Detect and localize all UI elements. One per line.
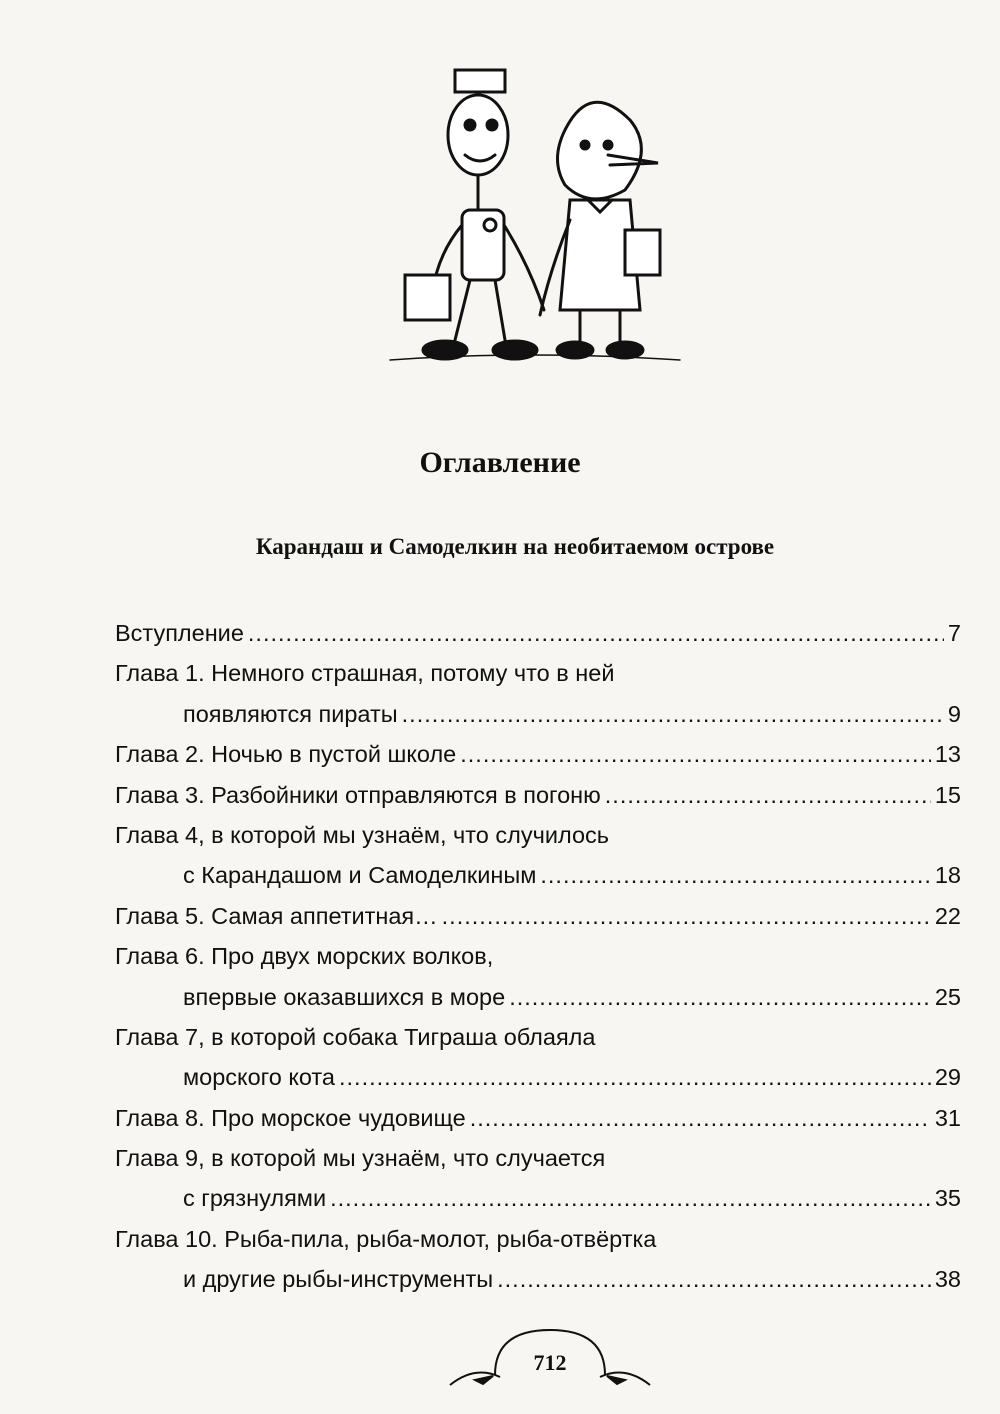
dot-leader bbox=[460, 737, 931, 777]
dot-leader bbox=[442, 899, 931, 939]
page-number-ornament bbox=[440, 1320, 660, 1390]
toc-entry-title: Глава 3. Разбойники отправляются в погоню bbox=[115, 781, 601, 808]
toc-page-number: 22 bbox=[934, 902, 961, 929]
toc-entry-title: морского кота bbox=[183, 1064, 335, 1091]
toc-entry bbox=[115, 1222, 961, 1303]
toc-entry bbox=[115, 1020, 961, 1101]
toc-page-number: 25 bbox=[934, 983, 961, 1010]
toc-page-number: 7 bbox=[947, 620, 961, 646]
toc-page-number: 9 bbox=[947, 700, 961, 727]
illustration-characters bbox=[370, 60, 690, 370]
toc-entry-title: Глава 8. Про морское чудовище bbox=[115, 1104, 466, 1131]
toc-page-number: 13 bbox=[934, 741, 961, 768]
dot-leader bbox=[470, 1101, 931, 1141]
toc-entry-title-line: Глава 9, в которой мы узнаём, что случается bbox=[115, 1145, 606, 1172]
dot-leader bbox=[540, 858, 930, 898]
toc-entry bbox=[115, 818, 961, 899]
toc-entry-line bbox=[115, 616, 961, 656]
toc-entry-title: впервые оказавшихся в море bbox=[183, 983, 506, 1010]
toc-entry-title: Глава 2. Ночью в пустой школе bbox=[115, 741, 457, 768]
toc-entry bbox=[115, 1101, 961, 1141]
toc-entry bbox=[115, 939, 961, 1020]
toc-page-number: 31 bbox=[934, 1104, 961, 1131]
toc-page-number: 29 bbox=[934, 1064, 961, 1091]
toc-page-number: 35 bbox=[934, 1185, 961, 1212]
toc-entry-line bbox=[115, 1101, 961, 1141]
book-title: Карандаш и Самоделкин на необитаемом острове bbox=[255, 534, 775, 559]
toc-entry-title: Вступление bbox=[115, 620, 244, 646]
toc-entry-line bbox=[115, 697, 961, 737]
toc-entry-line bbox=[115, 1060, 961, 1100]
toc-entry-line bbox=[115, 778, 961, 818]
toc-page-number: 38 bbox=[934, 1266, 961, 1293]
toc-entry-title-line: Глава 4, в которой мы узнаём, что случилось bbox=[115, 821, 610, 848]
toc-entry-title: появляются пираты bbox=[183, 700, 398, 727]
toc-entry bbox=[115, 1141, 961, 1222]
toc-entry-line bbox=[115, 737, 961, 777]
table-of-contents bbox=[115, 616, 961, 1303]
dot-leader bbox=[402, 697, 944, 737]
dot-leader bbox=[330, 1181, 931, 1221]
toc-page-number: 18 bbox=[934, 862, 961, 889]
toc-entry-line bbox=[115, 1262, 961, 1302]
toc-entry-title-line: Глава 7, в которой собака Тиграша облаяла bbox=[115, 1023, 596, 1050]
toc-entry bbox=[115, 778, 961, 818]
dot-leader bbox=[605, 778, 931, 818]
toc-entry-title-line: Глава 10. Рыба-пила, рыба-молот, рыба-отвёртка bbox=[115, 1225, 657, 1252]
page-number: 712 bbox=[533, 1350, 567, 1375]
toc-page-number: 15 bbox=[934, 781, 961, 808]
toc-entry bbox=[115, 737, 961, 777]
page-title: Оглавление bbox=[419, 446, 581, 479]
toc-entry-line bbox=[115, 858, 961, 898]
toc-entry-line bbox=[115, 1181, 961, 1221]
dot-leader bbox=[248, 616, 944, 656]
toc-entry bbox=[115, 616, 961, 656]
toc-entry-title: с Карандашом и Самоделкиным bbox=[183, 862, 537, 889]
toc-entry-line bbox=[115, 899, 961, 939]
toc-entry-title-line: Глава 6. Про двух морских волков, bbox=[115, 943, 494, 970]
toc-entry bbox=[115, 656, 961, 737]
toc-entry-line bbox=[115, 980, 961, 1020]
dot-leader bbox=[339, 1060, 931, 1100]
dot-leader bbox=[509, 980, 931, 1020]
toc-entry bbox=[115, 899, 961, 939]
toc-entry-title-line: Глава 1. Немного страшная, потому что в ней bbox=[115, 660, 615, 687]
toc-entry-title: Глава 5. Самая аппетитная… bbox=[115, 902, 438, 929]
toc-entry-title: с грязнулями bbox=[183, 1185, 327, 1212]
dot-leader bbox=[497, 1262, 931, 1302]
toc-entry-title: и другие рыбы-инструменты bbox=[183, 1266, 494, 1293]
